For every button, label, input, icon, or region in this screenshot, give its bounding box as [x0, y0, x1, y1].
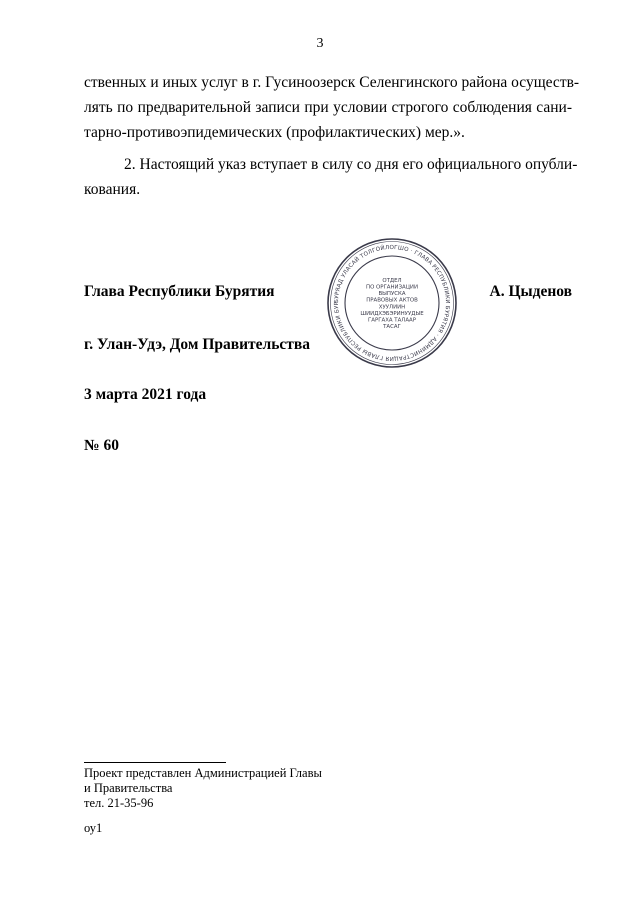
footer-phone: тел. 21-35-96 — [84, 796, 154, 810]
signatory-title: Глава Республики Бурятия — [84, 283, 275, 300]
seal-center-line: ВЫПУСКА — [378, 291, 406, 298]
seal-graphic — [325, 236, 459, 370]
footer-code: оу1 — [84, 821, 103, 835]
seal-center-line: ХУУЛИИН — [378, 304, 406, 311]
seal-center-line: ШИИДХЭБЭРИНУУДЫЕ — [360, 310, 424, 317]
footer-line: Проект представлен Администрацией Главы — [84, 766, 322, 780]
paragraph-line: ственных и иных услуг в г. Гусиноозерск Селенгинского района осуществ- — [84, 74, 580, 91]
official-seal — [325, 236, 459, 370]
signing-place: г. Улан-Удэ, Дом Правительства — [84, 336, 311, 353]
paragraph-line: 2. Настоящий указ вступает в силу со дня его официального опубли- — [124, 156, 578, 173]
body-paragraph-1 — [84, 70, 580, 145]
paragraph-line: кования. — [84, 181, 141, 198]
seal-center-line: ПО ОРГАНИЗАЦИИ — [366, 284, 418, 291]
seal-center-line: ГАРГАХА ТАЛААР — [368, 317, 416, 324]
paragraph-line: тарно-противоэпидемических (профилактических) мер.». — [84, 124, 465, 141]
signatory-name: А. Цыденов — [489, 283, 572, 300]
footer-line: и Правительства — [84, 781, 173, 795]
page-number: 3 — [316, 36, 324, 51]
seal-ring-text: БУРЯАД УЛАСАЙ ТОЛГОЙЛОГШО · ГЛАВА РЕСПУБЛИКИ БУРЯТИЯ · АДМИНИСТРАЦИЯ ГЛАВЫ РЕСПУБЛИКИ БУР — [333, 244, 451, 362]
footer-divider — [84, 762, 226, 763]
decree-number: № 60 — [84, 437, 119, 454]
seal-center-line: ТАСАГ — [383, 324, 401, 331]
seal-center-line: ПРАВОВЫХ АКТОВ — [366, 297, 418, 304]
body-paragraph-2 — [84, 152, 578, 202]
seal-center-line: ОТДЕЛ — [382, 277, 402, 284]
paragraph-line: лять по предварительной записи при условии строгого соблюдения сани- — [84, 99, 572, 116]
signing-date: 3 марта 2021 года — [84, 386, 207, 403]
